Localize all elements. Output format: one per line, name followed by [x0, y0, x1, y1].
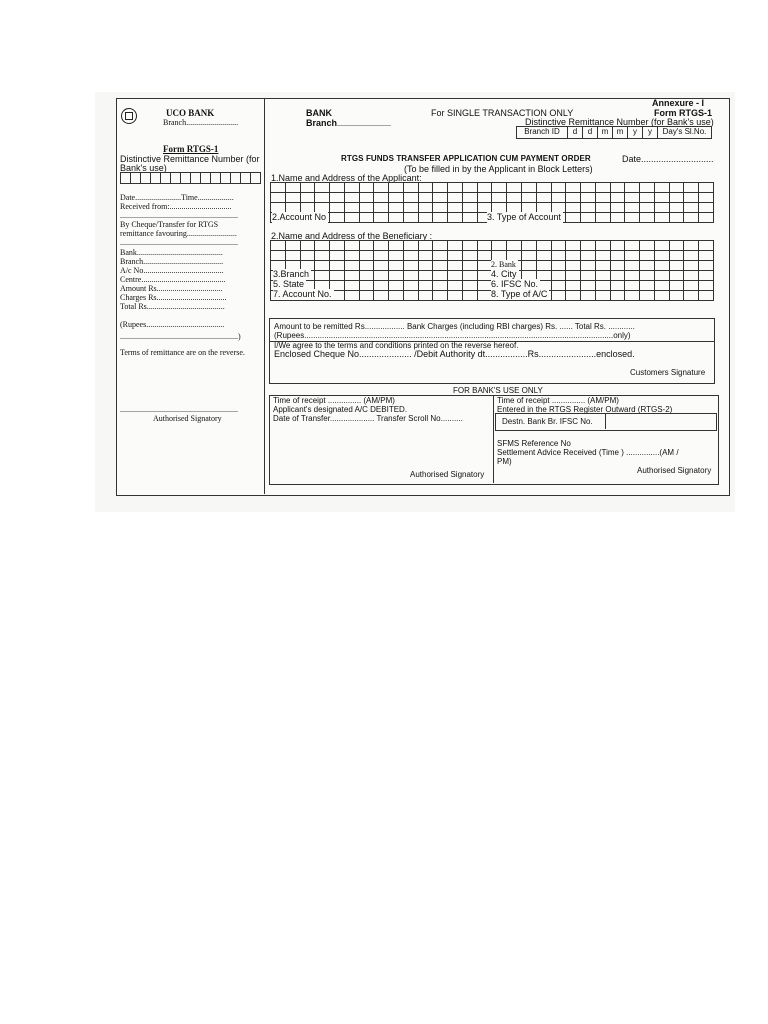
header-remittance-cells: [516, 126, 712, 139]
single-transaction-label: For SINGLE TRANSACTION ONLY: [431, 108, 574, 118]
bank-use-heading: FOR BANK'S USE ONLY: [453, 386, 543, 395]
right-register-outward: Entered in the RTGS Register Outward (RTGS-2): [497, 405, 673, 414]
type-of-account-label: 3. Type of Account: [487, 212, 561, 222]
ben-state-label: 5. State: [273, 279, 305, 289]
stub-signature-line: ...........................................................: [120, 405, 238, 414]
branch-id-cell: Branch ID: [517, 127, 568, 138]
stub-terms: Terms of remittance are on the reverse.: [120, 348, 245, 357]
stub-bank: Bank...........................................: [120, 248, 223, 257]
left-time-of-receipt: Time of receipt ............... (AM/PM): [273, 396, 395, 405]
annexure-label: Annexure - I: [652, 98, 705, 108]
stub-bank-name: UCO BANK: [166, 108, 215, 118]
stub-centre: Centre..........................................: [120, 275, 226, 284]
right-time-of-receipt: Time of receipt ............... (AM/PM): [497, 396, 619, 405]
header-distinctive-label: Distinctive Remittance Number (for Bank's use): [525, 117, 714, 127]
form-title: RTGS FUNDS TRANSFER APPLICATION CUM PAYMENT ORDER: [341, 154, 591, 163]
left-authorised-signatory: Authorised Signatory: [410, 470, 485, 479]
ben-city-label: 4. City: [491, 269, 517, 279]
left-ac-debited: Applicant's designated A/C DEBITED.: [273, 405, 408, 414]
stub-rupees: (Rupees.......................................: [120, 320, 225, 329]
amount-line: Amount to be remitted Rs.................. Bank Charges (including RBI charges) Rs. ...... Total Rs. ............: [274, 322, 635, 331]
date-cell-m2: m: [613, 127, 628, 138]
stub-distinctive-line2: Bank's use): [120, 163, 167, 173]
stub-dots-line: ...........................................................: [120, 211, 238, 220]
account-no-label: 2.Account No: [272, 212, 327, 222]
stub-ac-no: A/c No........................................: [120, 266, 224, 275]
header-branch-dots: ...........................: [337, 119, 391, 128]
bank-use-divider: [493, 395, 494, 483]
form-subtitle: (To be filled in by the Applicant in Block Letters): [404, 164, 593, 174]
ben-branch-label: 3.Branch: [273, 269, 310, 279]
stub-remittance-cells: [120, 172, 261, 184]
form-code-label: Form RTGS-1: [654, 108, 713, 118]
ben-ifsc-label: 6. IFSC No.: [491, 279, 539, 289]
destn-ifsc-label: Destn. Bank Br. IFSC No.: [502, 417, 593, 426]
header-bank-label: BANK: [306, 108, 332, 118]
customer-signature: Customers Signature: [630, 368, 706, 377]
applicant-label: 1.Name and Address of the Applicant:: [271, 173, 422, 183]
stub-amount: Amount Rs.................................: [120, 284, 223, 293]
bank-logo-icon: [121, 108, 137, 124]
stub-received-from: Received from:...............................: [120, 202, 232, 211]
stub-date-time: Date.......................Time..................: [120, 193, 234, 202]
stub-distinctive-line1: Distinctive Remittance Number (for: [120, 154, 260, 164]
cheque-line: Enclosed Cheque No..................... /Debit Authority dt.................Rs.......................enclosed.: [274, 349, 635, 359]
left-date-transfer: Date of Transfer.................... Transfer Scroll No..........: [273, 414, 463, 423]
form-date: Date.............................: [622, 154, 714, 164]
date-cell-y2: y: [643, 127, 658, 138]
stub-form-title: Form RTGS-1: [163, 144, 219, 154]
ben-type-label: 8. Type of A/C: [491, 289, 548, 299]
date-cell-m1: m: [598, 127, 613, 138]
stub-remittance-favouring: remittance favouring.........................: [120, 229, 237, 238]
date-cell-d2: d: [583, 127, 598, 138]
destn-ifsc-divider: [605, 413, 606, 429]
stub-total: Total Rs.......................................: [120, 302, 225, 311]
beneficiary-label: 2.Name and Address of the Beneficiary :: [271, 231, 433, 241]
stub-dots-line2: ...........................................................: [120, 238, 238, 247]
header-branch-label: Branch: [306, 118, 338, 128]
stub-divider: [264, 98, 265, 494]
date-cell-d1: d: [568, 127, 583, 138]
agree-line: I/We agree to the terms and conditions printed on the reverse hereof.: [274, 341, 519, 350]
date-cell-y1: y: [628, 127, 643, 138]
days-serial-cell: Day's Sl.No.: [658, 127, 712, 138]
rupees-line: (Rupees...........................................................................................................................................only): [274, 331, 631, 340]
stub-branch: Branch..........................: [163, 118, 239, 127]
right-authorised-signatory: Authorised Signatory: [637, 466, 712, 475]
ben-bank-label: 2. Bank: [491, 260, 516, 269]
settlement-advice: Settlement Advice Received (Time ) ...............(AM /: [497, 448, 679, 457]
stub-rupees-end: ...........................................................): [120, 332, 241, 341]
settlement-pm: PM): [497, 457, 512, 466]
stub-charges: Charges Rs...................................: [120, 293, 227, 302]
stub-authorised-signatory: Authorised Signatory: [153, 414, 222, 423]
sfms-reference: SFMS Reference No: [497, 439, 571, 448]
ben-account-label: 7. Account No.: [273, 289, 332, 299]
stub-by-cheque: By Cheque/Transfer for RTGS: [120, 220, 219, 229]
stub-branch-line: Branch........................................: [120, 257, 224, 266]
